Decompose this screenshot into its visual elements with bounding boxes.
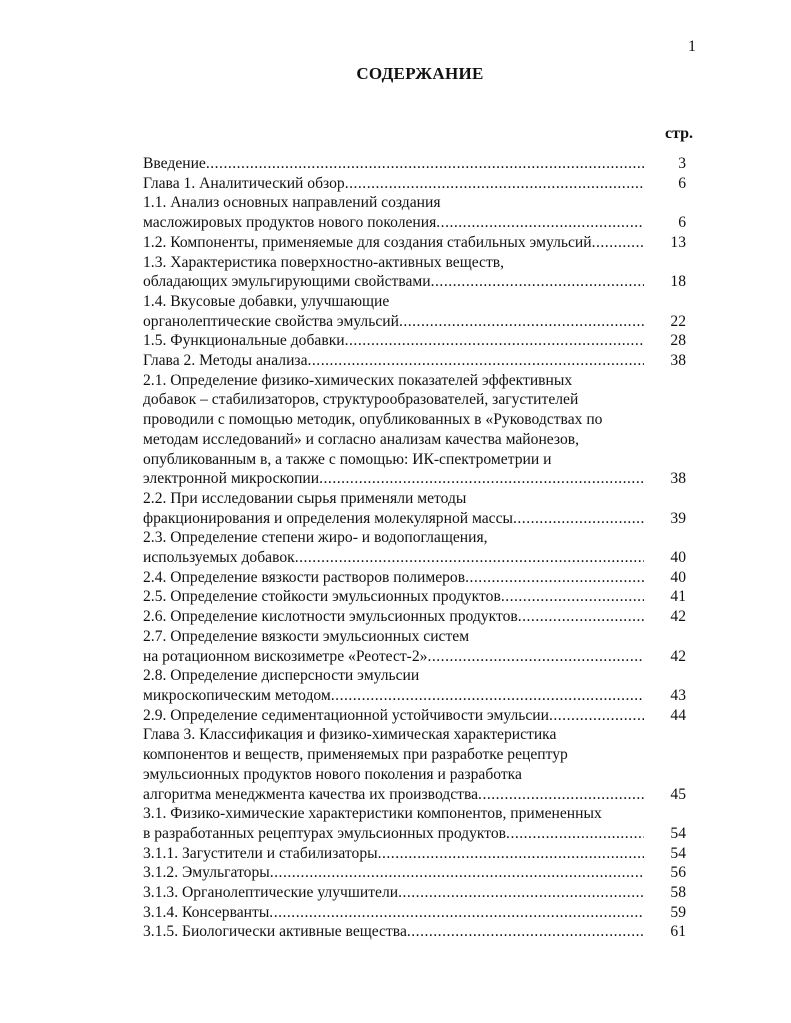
- dot-leader: [308, 351, 645, 371]
- toc-entry-text: 3.1.1. Загустители и стабилизаторы: [143, 844, 378, 862]
- dot-leader: [319, 469, 644, 489]
- toc-entry-line: [143, 765, 688, 785]
- toc-entry: [143, 883, 688, 903]
- toc-entry-line: [143, 351, 688, 371]
- toc-entry: [143, 174, 688, 194]
- toc-entry-text: 2.3. Определение степени жиро- и водопоглащения,: [143, 529, 488, 547]
- toc-entry-page: 22: [670, 312, 686, 330]
- dot-leader: [436, 213, 644, 233]
- toc-entry-line: [143, 292, 688, 312]
- toc-entry-text: 1.1. Анализ основных направлений создания: [143, 194, 441, 212]
- toc-entry-line: [143, 883, 688, 903]
- toc-entry-line: [143, 253, 688, 273]
- toc-entry: [143, 253, 688, 292]
- toc-entry-line: [143, 587, 688, 607]
- toc-entry-text: электронной микроскопии: [143, 470, 320, 488]
- toc-entry-text: 2.5. Определение стойкости эмульсионных продуктов: [143, 588, 501, 606]
- toc-entry-line: [143, 390, 688, 410]
- table-of-contents: [143, 154, 688, 942]
- toc-entry: [143, 666, 688, 705]
- toc-entry-line: [143, 568, 688, 588]
- toc-entry-page: 6: [678, 214, 686, 232]
- toc-entry-page: 13: [670, 233, 686, 251]
- toc-entry-line: [143, 548, 688, 568]
- toc-entry-line: [143, 528, 688, 548]
- toc-entry-page: 3: [678, 155, 686, 172]
- toc-entry-line: [143, 647, 688, 667]
- toc-entry-page: 58: [670, 884, 686, 902]
- dot-leader: [331, 686, 644, 706]
- toc-entry-line: [143, 725, 688, 745]
- toc-entry-page: 40: [670, 549, 686, 567]
- toc-entry-page: 54: [670, 844, 686, 862]
- toc-entry: [143, 607, 688, 627]
- toc-entry-line: [143, 686, 688, 706]
- toc-entry: [143, 292, 688, 331]
- toc-entry-text: 3.1.5. Биологически активные вещества: [143, 923, 407, 941]
- toc-entry-text: 2.1. Определение физико-химических показателей эффективных: [143, 371, 573, 389]
- toc-entry-line: [143, 509, 688, 529]
- toc-entry: [143, 922, 688, 942]
- toc-entry: [143, 233, 688, 253]
- dot-leader: [427, 647, 644, 667]
- toc-entry-text: на ротационном вискозиметре «Реотест-2»: [143, 647, 428, 665]
- toc-entry-text: 3.1.2. Эмульгаторы: [143, 864, 270, 882]
- toc-entry-text: Глава 3. Классификация и физико-химическая характеристика: [143, 726, 557, 744]
- toc-entry: [143, 351, 688, 371]
- toc-entry-text: компонентов и веществ, применяемых при разработке рецептур: [143, 746, 568, 764]
- toc-entry-line: [143, 489, 688, 509]
- toc-entry: [143, 528, 688, 567]
- toc-entry-text: масложировых продуктов нового поколения: [143, 214, 437, 232]
- toc-entry-line: [143, 922, 688, 942]
- toc-entry-line: [143, 450, 688, 470]
- toc-entry-line: [143, 666, 688, 686]
- dot-leader: [506, 824, 644, 844]
- toc-entry: [143, 706, 688, 726]
- toc-entry: [143, 331, 688, 351]
- toc-entry-page: 38: [670, 470, 686, 488]
- dot-leader: [431, 272, 644, 292]
- toc-entry-page: 54: [670, 824, 686, 842]
- toc-entry-page: 59: [670, 903, 686, 921]
- toc-entry: [143, 371, 688, 489]
- toc-entry: [143, 489, 688, 528]
- toc-entry-text: Глава 1. Аналитический обзор: [143, 174, 345, 192]
- toc-entry-line: [143, 863, 688, 883]
- dot-leader: [407, 922, 644, 942]
- toc-entry-text: фракционирования и определения молекулярной массы: [143, 509, 513, 527]
- toc-entry-text: 2.6. Определение кислотности эмульсионных продуктов: [143, 608, 518, 626]
- toc-entry-line: [143, 154, 688, 174]
- toc-entry-page: 42: [670, 647, 686, 665]
- toc-entry-text: эмульсионных продуктов нового поколения и разработка: [143, 765, 522, 783]
- toc-entry-line: [143, 607, 688, 627]
- toc-entry-line: [143, 844, 688, 864]
- dot-leader: [478, 785, 644, 805]
- dot-leader: [270, 863, 644, 883]
- toc-entry: [143, 863, 688, 883]
- toc-entry-page: 40: [670, 568, 686, 586]
- toc-entry-line: [143, 706, 688, 726]
- toc-entry-text: добавок – стабилизаторов, структурообразователей, загустителей: [143, 391, 579, 409]
- toc-entry-text: 2.8. Определение дисперсности эмульсии: [143, 667, 420, 685]
- toc-entry-page: 56: [670, 864, 686, 882]
- toc-entry-page: 18: [670, 273, 686, 291]
- toc-entry-page: 39: [670, 509, 686, 527]
- toc-entry-text: проводили с помощью методик, опубликованных в «Руководствах по: [143, 411, 603, 429]
- toc-entry-text: 1.5. Функциональные добавки: [143, 332, 345, 350]
- dot-leader: [549, 706, 644, 726]
- toc-entry-line: [143, 785, 688, 805]
- toc-entry-text: 2.4. Определение вязкости растворов полимеров: [143, 568, 466, 586]
- toc-entry: [143, 844, 688, 864]
- dot-leader: [465, 568, 644, 588]
- toc-entry-line: [143, 903, 688, 923]
- toc-entry-line: [143, 469, 688, 489]
- toc-entry: [143, 568, 688, 588]
- dot-leader: [345, 174, 644, 194]
- toc-entry: [143, 903, 688, 923]
- toc-entry-text: методам исследований» и согласно анализам качества майонезов,: [143, 430, 580, 448]
- toc-entry-text: Введение: [143, 155, 206, 172]
- toc-entry-text: 3.1.3. Органолептические улучшители: [143, 884, 399, 902]
- dot-leader: [206, 154, 644, 174]
- toc-entry-page: 44: [670, 706, 686, 724]
- toc-entry-text: органолептические свойства эмульсий: [143, 312, 399, 330]
- dot-leader: [518, 607, 644, 627]
- toc-entry-page: 61: [670, 923, 686, 941]
- page-number: 1: [688, 38, 696, 55]
- dot-leader: [501, 587, 644, 607]
- dot-leader: [295, 548, 644, 568]
- toc-entry-page: 6: [678, 174, 686, 192]
- toc-entry-text: 1.2. Компоненты, применяемые для создания стабильных эмульсий: [143, 233, 592, 251]
- toc-entry-line: [143, 233, 688, 253]
- toc-entry: [143, 725, 688, 804]
- toc-entry-line: [143, 272, 688, 292]
- page-column-label: стр.: [665, 125, 694, 142]
- toc-entry-text: микроскопическим методом: [143, 686, 331, 704]
- toc-entry-page: 28: [670, 332, 686, 350]
- toc-entry-line: [143, 745, 688, 765]
- toc-entry-text: обладающих эмульгирующими свойствами: [143, 273, 431, 291]
- toc-entry-text: Глава 2. Методы анализа: [143, 352, 308, 370]
- toc-entry-text: 1.4. Вкусовые добавки, улучшающие: [143, 292, 390, 310]
- toc-entry-text: используемых добавок: [143, 549, 295, 567]
- toc-entry-text: алгоритма менеджмента качества их производства: [143, 785, 479, 803]
- toc-entry-line: [143, 824, 688, 844]
- dot-leader: [513, 509, 644, 529]
- dot-leader: [269, 903, 644, 923]
- toc-entry-page: 45: [670, 785, 686, 803]
- page-title: СОДЕРЖАНИЕ: [356, 64, 484, 83]
- toc-entry-text: в разработанных рецептурах эмульсионных продуктов: [143, 824, 507, 842]
- dot-leader: [378, 844, 644, 864]
- toc-entry: [143, 627, 688, 666]
- toc-entry-text: 3.1.4. Консерванты: [143, 903, 270, 921]
- toc-entry-line: [143, 371, 688, 391]
- toc-entry-line: [143, 331, 688, 351]
- toc-entry-line: [143, 213, 688, 233]
- dot-leader: [592, 233, 644, 253]
- dot-leader: [398, 883, 644, 903]
- toc-entry-line: [143, 430, 688, 450]
- dot-leader: [399, 312, 644, 332]
- toc-entry-text: 2.9. Определение седиментационной устойчивости эмульсии: [143, 706, 549, 724]
- toc-entry-text: 1.3. Характеристика поверхностно-активных веществ,: [143, 253, 505, 271]
- toc-entry-page: 42: [670, 608, 686, 626]
- toc-entry-line: [143, 804, 688, 824]
- toc-entry-line: [143, 174, 688, 194]
- toc-entry: [143, 804, 688, 843]
- toc-entry-text: 2.7. Определение вязкости эмульсионных систем: [143, 627, 470, 645]
- toc-entry-line: [143, 627, 688, 647]
- toc-entry-text: 2.2. При исследовании сырья применяли методы: [143, 489, 467, 507]
- toc-entry-line: [143, 193, 688, 213]
- toc-entry-page: 38: [670, 352, 686, 370]
- toc-entry: [143, 154, 688, 174]
- toc-entry-line: [143, 312, 688, 332]
- toc-entry: [143, 587, 688, 607]
- toc-entry: [143, 193, 688, 232]
- toc-entry-text: 3.1. Физико-химические характеристики компонентов, примененных: [143, 805, 602, 823]
- dot-leader: [345, 331, 644, 351]
- toc-entry-page: 43: [670, 686, 686, 704]
- toc-entry-line: [143, 410, 688, 430]
- toc-entry-page: 41: [670, 588, 686, 606]
- toc-entry-text: опубликованным в, а также с помощью: ИК-спектрометрии и: [143, 450, 552, 468]
